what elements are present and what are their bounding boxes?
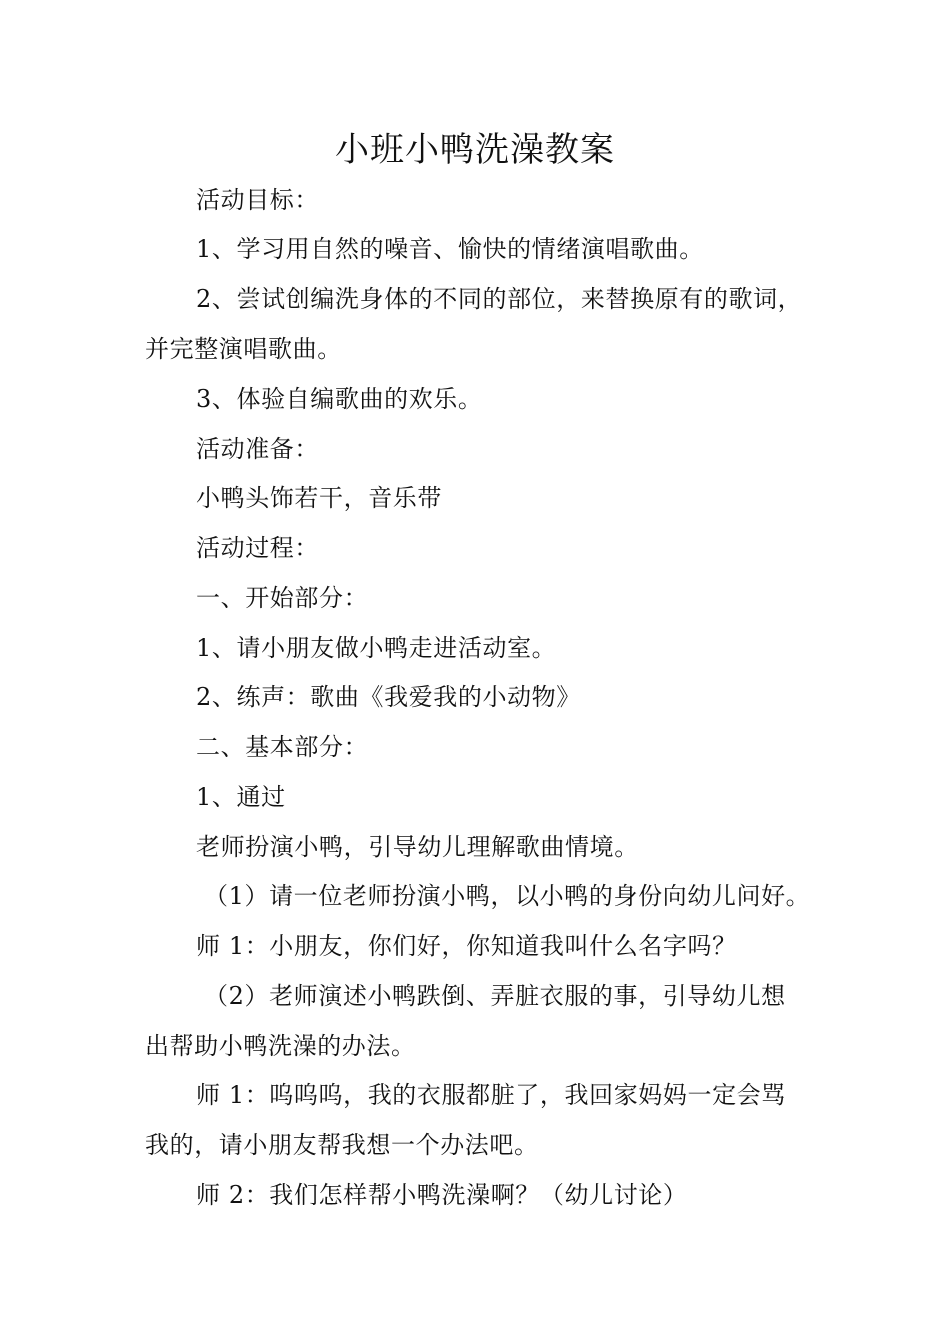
section-heading-preparation: 活动准备： bbox=[196, 435, 319, 463]
paragraph-line: 3、体验自编歌曲的欢乐。 bbox=[196, 385, 483, 413]
dialogue-line: 师 2：我们怎样帮小鸭洗澡啊？（幼儿讨论） bbox=[196, 1181, 688, 1209]
paragraph-line: 出帮助小鸭洗澡的办法。 bbox=[145, 1032, 416, 1060]
dialogue-line: 我的，请小朋友帮我想一个办法吧。 bbox=[145, 1131, 539, 1159]
document-title: 小班小鸭洗澡教案 bbox=[335, 130, 615, 170]
dialogue-line: 师 1：呜呜呜，我的衣服都脏了，我回家妈妈一定会骂 bbox=[196, 1081, 786, 1109]
section-heading-goals: 活动目标： bbox=[196, 186, 319, 214]
dialogue-line: 师 1：小朋友，你们好，你知道我叫什么名字吗？ bbox=[196, 932, 737, 960]
paragraph-line: 1、学习用自然的噪音、愉快的情绪演唱歌曲。 bbox=[196, 235, 704, 263]
paragraph-line: （1）请一位老师扮演小鸭，以小鸭的身份向幼儿问好。 bbox=[204, 882, 811, 910]
paragraph-line: 老师扮演小鸭，引导幼儿理解歌曲情境。 bbox=[196, 833, 639, 861]
section-heading-process: 活动过程： bbox=[196, 534, 319, 562]
paragraph-line: 1、请小朋友做小鸭走进活动室。 bbox=[196, 634, 557, 662]
paragraph-line: （2）老师演述小鸭跌倒、弄脏衣服的事，引导幼儿想 bbox=[204, 982, 786, 1010]
paragraph-line: 1、通过 bbox=[196, 783, 286, 811]
paragraph-line: 2、尝试创编洗身体的不同的部位，来替换原有的歌词， bbox=[196, 285, 803, 313]
paragraph-line: 小鸭头饰若干，音乐带 bbox=[196, 484, 442, 512]
paragraph-line: 2、练声：歌曲《我爱我的小动物》 bbox=[196, 683, 581, 711]
section-heading-part-two: 二、基本部分： bbox=[196, 733, 369, 761]
paragraph-line: 并完整演唱歌曲。 bbox=[145, 335, 342, 363]
section-heading-part-one: 一、开始部分： bbox=[196, 584, 369, 612]
